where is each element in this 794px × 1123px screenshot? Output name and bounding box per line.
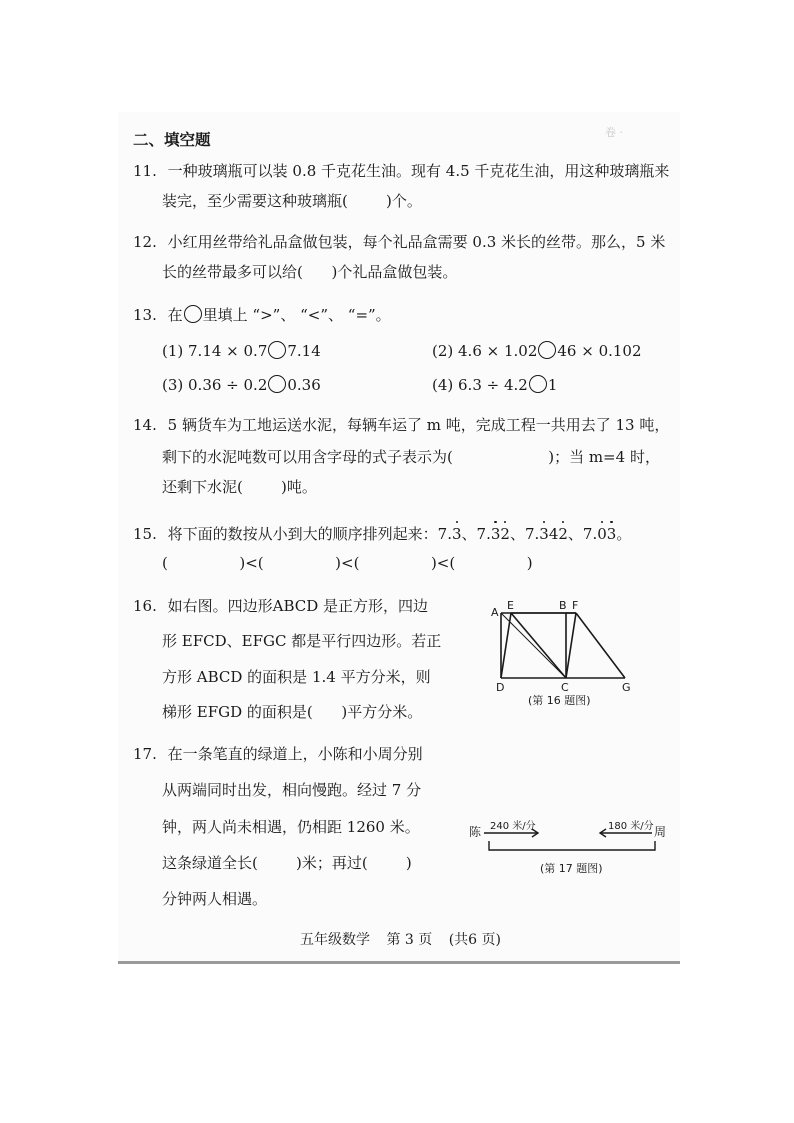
section-title: 二、填空题 xyxy=(133,130,211,149)
question-11-line-1 xyxy=(133,161,669,181)
answer-circle-3[interactable] xyxy=(268,375,286,393)
question-17-line-1 xyxy=(133,744,423,764)
question-14-text-2: 剩下的水泥吨数可以用含字母的式子表示为( )；当 m=4 时， xyxy=(162,448,660,466)
question-15-lead: 将下面的数按从小到大的顺序排列起来： xyxy=(167,525,438,543)
number-7-32: 7.32 xyxy=(476,525,510,543)
item-3-value: 0.36 xyxy=(287,376,321,394)
name-chen: 陈 xyxy=(469,825,482,839)
question-12-text-2: 长的丝带最多可以给( )个礼品盒做包装。 xyxy=(162,263,458,281)
speed-chen: 240 米/分 xyxy=(490,821,536,832)
question-17-text-2: 从两端同时出发，相向慢跑。经过 7 分 xyxy=(162,781,422,799)
segment-ec xyxy=(511,613,566,678)
segment-fg xyxy=(576,613,625,678)
footer-page: 第 3 页 xyxy=(386,932,433,948)
question-12-line-1 xyxy=(133,232,665,252)
item-2-expression: (2) 4.6 × 1.02 xyxy=(432,342,538,360)
number-7-3: 7.3 xyxy=(437,525,462,543)
number-7-03: 7.03 xyxy=(582,525,617,543)
question-13-item-1 xyxy=(162,341,321,361)
track-line xyxy=(489,841,655,850)
figure-16-geometry xyxy=(480,596,650,711)
answer-circle-1[interactable] xyxy=(268,341,286,359)
question-14-line-1 xyxy=(133,415,669,435)
question-12-text-1: 小红用丝带给礼品盒做包装，每个礼品盒需要 0.3 米长的丝带。那么，5 米 xyxy=(167,233,666,251)
question-16-line-1 xyxy=(133,596,428,616)
figure-17-track xyxy=(466,812,676,882)
segment-ac xyxy=(501,613,566,678)
question-16-text-4: 梯形 EFGD 的面积是( )平方分米。 xyxy=(162,703,423,721)
question-13-item-3 xyxy=(162,375,321,395)
item-2-value: 46 × 0.102 xyxy=(557,342,642,360)
label-c: C xyxy=(561,681,569,694)
question-16-text-1: 如右图。四边形ABCD 是正方形，四边 xyxy=(167,597,429,615)
question-13-item-4 xyxy=(432,375,557,395)
item-1-expression: (1) 7.14 × 0.7 xyxy=(162,342,268,360)
question-11-number: 11. xyxy=(133,162,157,180)
question-13-item-2 xyxy=(432,341,642,361)
question-14-text-1: 5 辆货车为工地运送水泥，每辆车运了 m 吨，完成工程一共用去了 13 吨， xyxy=(167,416,670,434)
question-14-text-3: 还剩下水泥( )吨。 xyxy=(162,478,317,496)
footer-subject: 五年级数学 xyxy=(300,932,370,948)
label-f: F xyxy=(572,599,579,612)
label-d: D xyxy=(496,681,505,694)
question-15-number: 15. xyxy=(133,525,157,543)
question-13-number: 13. xyxy=(133,306,157,324)
question-13-line-1 xyxy=(133,305,391,325)
question-16-text-2: 形 EFCD、EFGC 都是平行四边形。若正 xyxy=(162,632,442,650)
number-7-342: 7.342 xyxy=(524,525,568,543)
item-1-value: 7.14 xyxy=(287,342,321,360)
name-zhou: 周 xyxy=(654,825,667,839)
answer-circle-2[interactable] xyxy=(538,341,556,359)
corner-mark: 卷 · xyxy=(605,126,623,139)
question-13-intro-b: 里填上 “>”、 “<”、 “=”。 xyxy=(202,306,391,324)
figure-17-caption: (第 17 题图) xyxy=(540,862,603,875)
item-4-value: 1 xyxy=(547,376,558,394)
question-16-text-3: 方形 ABCD 的面积是 1.4 平方分米，则 xyxy=(162,668,431,686)
question-17-text-1: 在一条笔直的绿道上，小陈和小周分别 xyxy=(167,745,423,763)
label-e: E xyxy=(507,599,514,612)
item-3-expression: (3) 0.36 ÷ 0.2 xyxy=(162,376,268,394)
question-17-text-3: 钟，两人尚未相遇，仍相距 1260 米。 xyxy=(162,818,420,836)
question-12-number: 12. xyxy=(133,233,157,251)
question-15-line-1: 15. 将下面的数按从小到大的顺序排列起来：7.3、7.32、7.342、7.03。 xyxy=(133,525,632,543)
answer-circle-4[interactable] xyxy=(529,375,547,393)
question-17-number: 17. xyxy=(133,745,157,763)
label-a: A xyxy=(491,606,499,619)
page-bottom-rule xyxy=(118,961,680,964)
item-4-expression: (4) 6.3 ÷ 4.2 xyxy=(432,376,528,394)
question-17-text-4: 这条绿道全长( )米；再过( ) xyxy=(162,854,412,872)
label-g: G xyxy=(622,681,631,694)
footer-total: (共6 页) xyxy=(448,932,501,948)
page-footer xyxy=(300,929,501,949)
question-17-text-5: 分钟两人相遇。 xyxy=(162,890,268,908)
segment-fc xyxy=(566,613,576,678)
question-13-intro-a: 在 xyxy=(167,306,183,324)
segment-ed xyxy=(501,613,511,678)
question-11-text-1: 一种玻璃瓶可以装 0.8 千克花生油。现有 4.5 千克花生油，用这种玻璃瓶来 xyxy=(167,162,670,180)
compare-circle-icon xyxy=(184,305,202,323)
label-b: B xyxy=(559,599,567,612)
question-16-number: 16. xyxy=(133,597,157,615)
speed-zhou: 180 米/分 xyxy=(608,821,654,832)
question-11-text-2: 装完，至少需要这种玻璃瓶( )个。 xyxy=(162,192,422,210)
figure-16-caption: (第 16 题图) xyxy=(528,694,591,707)
question-14-number: 14. xyxy=(133,416,157,434)
question-15-answer-line: ( )<( )<( )<( ) xyxy=(162,554,533,572)
